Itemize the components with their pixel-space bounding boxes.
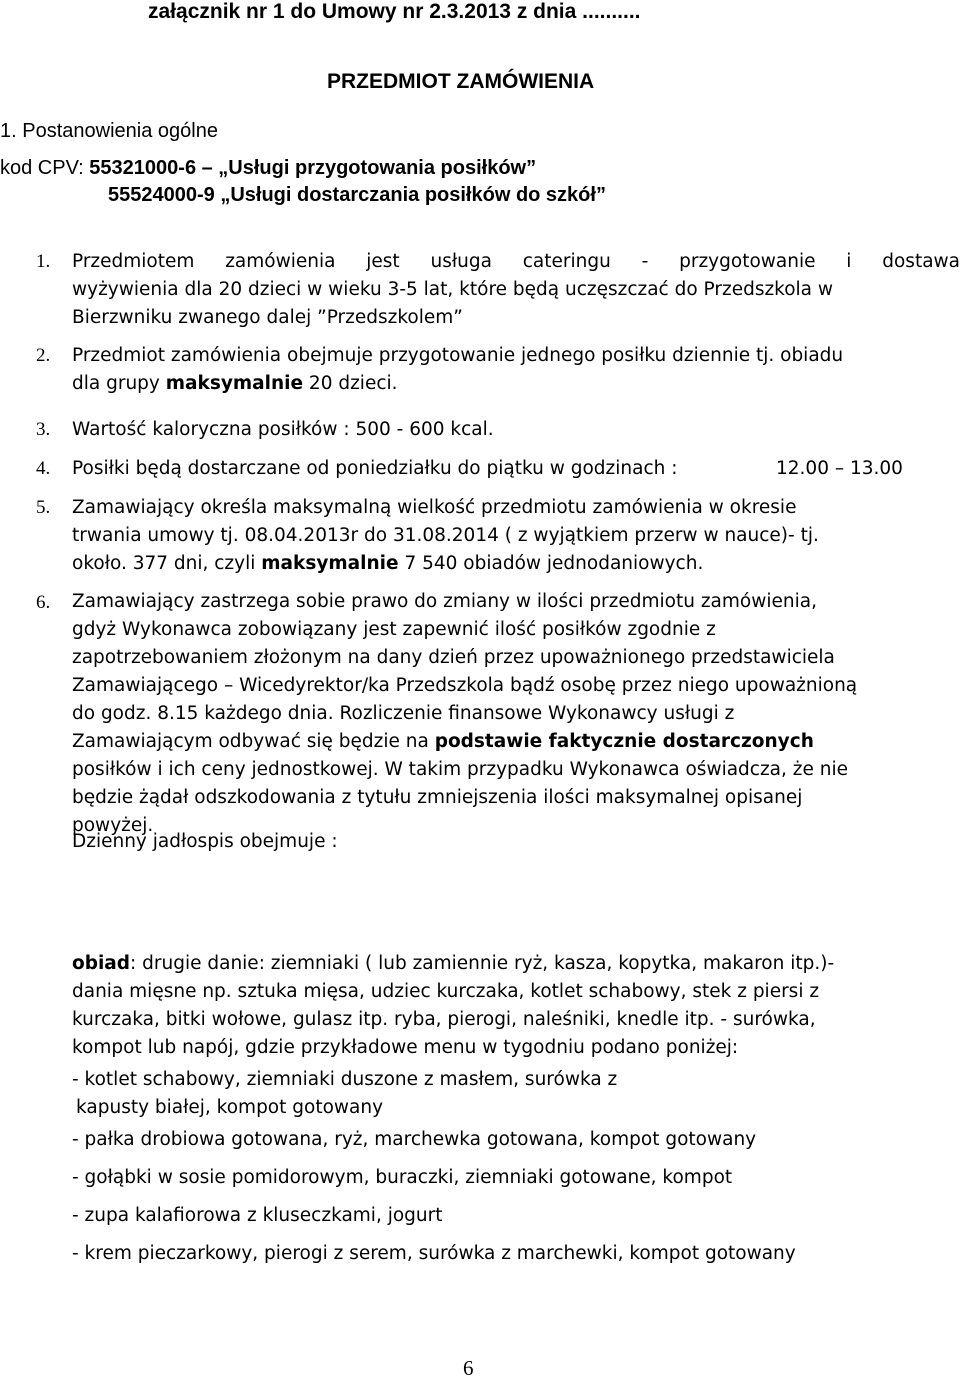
menu-item	[72, 1066, 960, 1122]
item-number: 6.	[36, 592, 51, 613]
text-fragment: około. 377 dni, czyli	[72, 553, 262, 574]
obiad-paragraph	[72, 950, 960, 1062]
menu-item-line: - kotlet schabowy, ziemniaki duszone z masłem, surówka z	[72, 1069, 618, 1090]
cpv-code-2: 55524000-9 „Usługi dostarczania posiłków do szkół”	[108, 184, 606, 206]
obiad-line: kompot lub napój, gdzie przykładowe menu w tygodniu podano poniżej:	[72, 1037, 739, 1058]
menu-item-line: - pałka drobiowa gotowana, ryż, marchewka gotowana, kompot gotowany	[72, 1129, 757, 1150]
item-text-line: posiłków i ich ceny jednostkowej. W takim przypadku Wykonawca oświadcza, że nie	[72, 759, 848, 780]
cpv-code-1: 55321000-6 – „Usługi przygotowania posiłków”	[89, 157, 537, 179]
list-item	[72, 416, 960, 444]
item-text-line: Zamawiający określa maksymalną wielkość przedmiotu zamówienia w okresie	[72, 497, 797, 518]
obiad-line: dania mięsne np. sztuka mięsa, udziec kurczaka, kotlet schabowy, stek z piersi z	[72, 981, 820, 1002]
obiad-line: kurczaka, bitki wołowe, gulasz itp. ryba, pierogi, naleśniki, knedle itp. - surówka,	[72, 1009, 816, 1030]
list-item	[72, 342, 960, 398]
item-text-line: powyżej.	[72, 815, 154, 836]
menu-item-line: kapusty białej, kompot gotowany	[76, 1097, 384, 1118]
item-text-line: Posiłki będą dostarczane od poniedziałku do piątku w godzinach :	[72, 458, 678, 479]
item-text-line	[72, 370, 960, 398]
item-number: 3.	[36, 419, 51, 440]
item-text-line: Wartość kaloryczna posiłków : 500 - 600 kcal.	[72, 419, 494, 440]
text-fragment: 7 540 obiadów jednodaniowych.	[398, 553, 704, 574]
list-item	[72, 494, 960, 578]
item-text-line: będzie żądał odszkodowania z tytułu zmniejszenia ilości maksymalnej opisanej	[72, 787, 803, 808]
emphasis: podstawie faktycznie dostarczonych	[434, 731, 814, 752]
menu-item-line: - zupa kalafiorowa z kluseczkami, jogurt	[72, 1205, 443, 1226]
item-text-line: zapotrzebowaniem złożonym na dany dzień przez upoważnionego przedstawiciela	[72, 647, 835, 668]
item-text-line: do godz. 8.15 każdego dnia. Rozliczenie finansowe Wykonawcy usługi z	[72, 703, 735, 724]
menu-item	[72, 1202, 960, 1230]
emphasis: maksymalnie	[165, 373, 304, 394]
emphasis: maksymalnie	[261, 553, 399, 574]
text-fragment: 20 dzieci.	[303, 373, 398, 394]
item-text-line: Przedmiotem zamówienia jest usługa cateringu - przygotowanie i dostawa	[72, 251, 960, 272]
attachment-note: załącznik nr 1 do Umowy nr 2.3.2013 z dnia ..........	[148, 0, 641, 23]
text-fragment: : drugie danie: ziemniaki ( lub zamiennie ryż, kasza, kopytka, makaron itp.)-	[130, 953, 835, 974]
menu-item	[72, 1126, 960, 1154]
section-heading: 1. Postanowienia ogólne	[0, 120, 218, 142]
cpv-prefix: kod CPV:	[0, 157, 90, 179]
item-text-line: Przedmiot zamówienia obejmuje przygotowanie jednego posiłku dziennie tj. obiadu	[72, 345, 844, 366]
item-text-line: trwania umowy tj. 08.04.2013r do 31.08.2014 ( z wyjątkiem przerw w nauce)- tj.	[72, 525, 819, 546]
item-number: 1.	[36, 251, 51, 272]
page-number: 6	[463, 1356, 474, 1380]
menu-item	[72, 1164, 960, 1192]
cpv-line-1	[0, 157, 536, 180]
item-text-line: wyżywienia dla 20 dzieci w wieku 3-5 lat, które będą uczęszczać do Przedszkola w	[72, 279, 834, 300]
menu-item-line: - krem pieczarkowy, pierogi z serem, surówka z marchewki, kompot gotowany	[72, 1243, 796, 1264]
item-text-line	[72, 728, 960, 756]
item-text-line: Zamawiający zastrzega sobie prawo do zmiany w ilości przedmiotu zamówienia,	[72, 591, 817, 612]
item-text-line: Bierzwniku zwanego dalej ”Przedszkolem”	[72, 307, 463, 328]
list-item	[72, 588, 960, 840]
item-text-line: Zamawiającego – Wicedyrektor/ka Przedszkola bądź osobę przez niego upoważnioną	[72, 675, 858, 696]
delivery-hours: 12.00 – 13.00	[776, 458, 903, 479]
text-fragment: Zamawiającym odbywać się będzie na	[72, 731, 435, 752]
document-title: PRZEDMIOT ZAMÓWIENIA	[327, 70, 595, 93]
menu-intro: Dzienny jadłospis obejmuje :	[72, 831, 338, 852]
item-text-line: gdyż Wykonawca zobowiązany jest zapewnić ilość posiłków zgodnie z	[72, 619, 716, 640]
item-number: 5.	[36, 497, 51, 518]
obiad-line	[72, 950, 960, 978]
menu-item	[72, 1240, 960, 1268]
item-number: 4.	[36, 458, 51, 479]
list-item	[72, 248, 960, 332]
obiad-label: obiad	[72, 953, 131, 974]
item-text-line	[72, 550, 960, 578]
item-number: 2.	[36, 345, 51, 366]
text-fragment: dla grupy	[72, 373, 166, 394]
menu-item-line: - gołąbki w sosie pomidorowym, buraczki, ziemniaki gotowane, kompot	[72, 1167, 733, 1188]
